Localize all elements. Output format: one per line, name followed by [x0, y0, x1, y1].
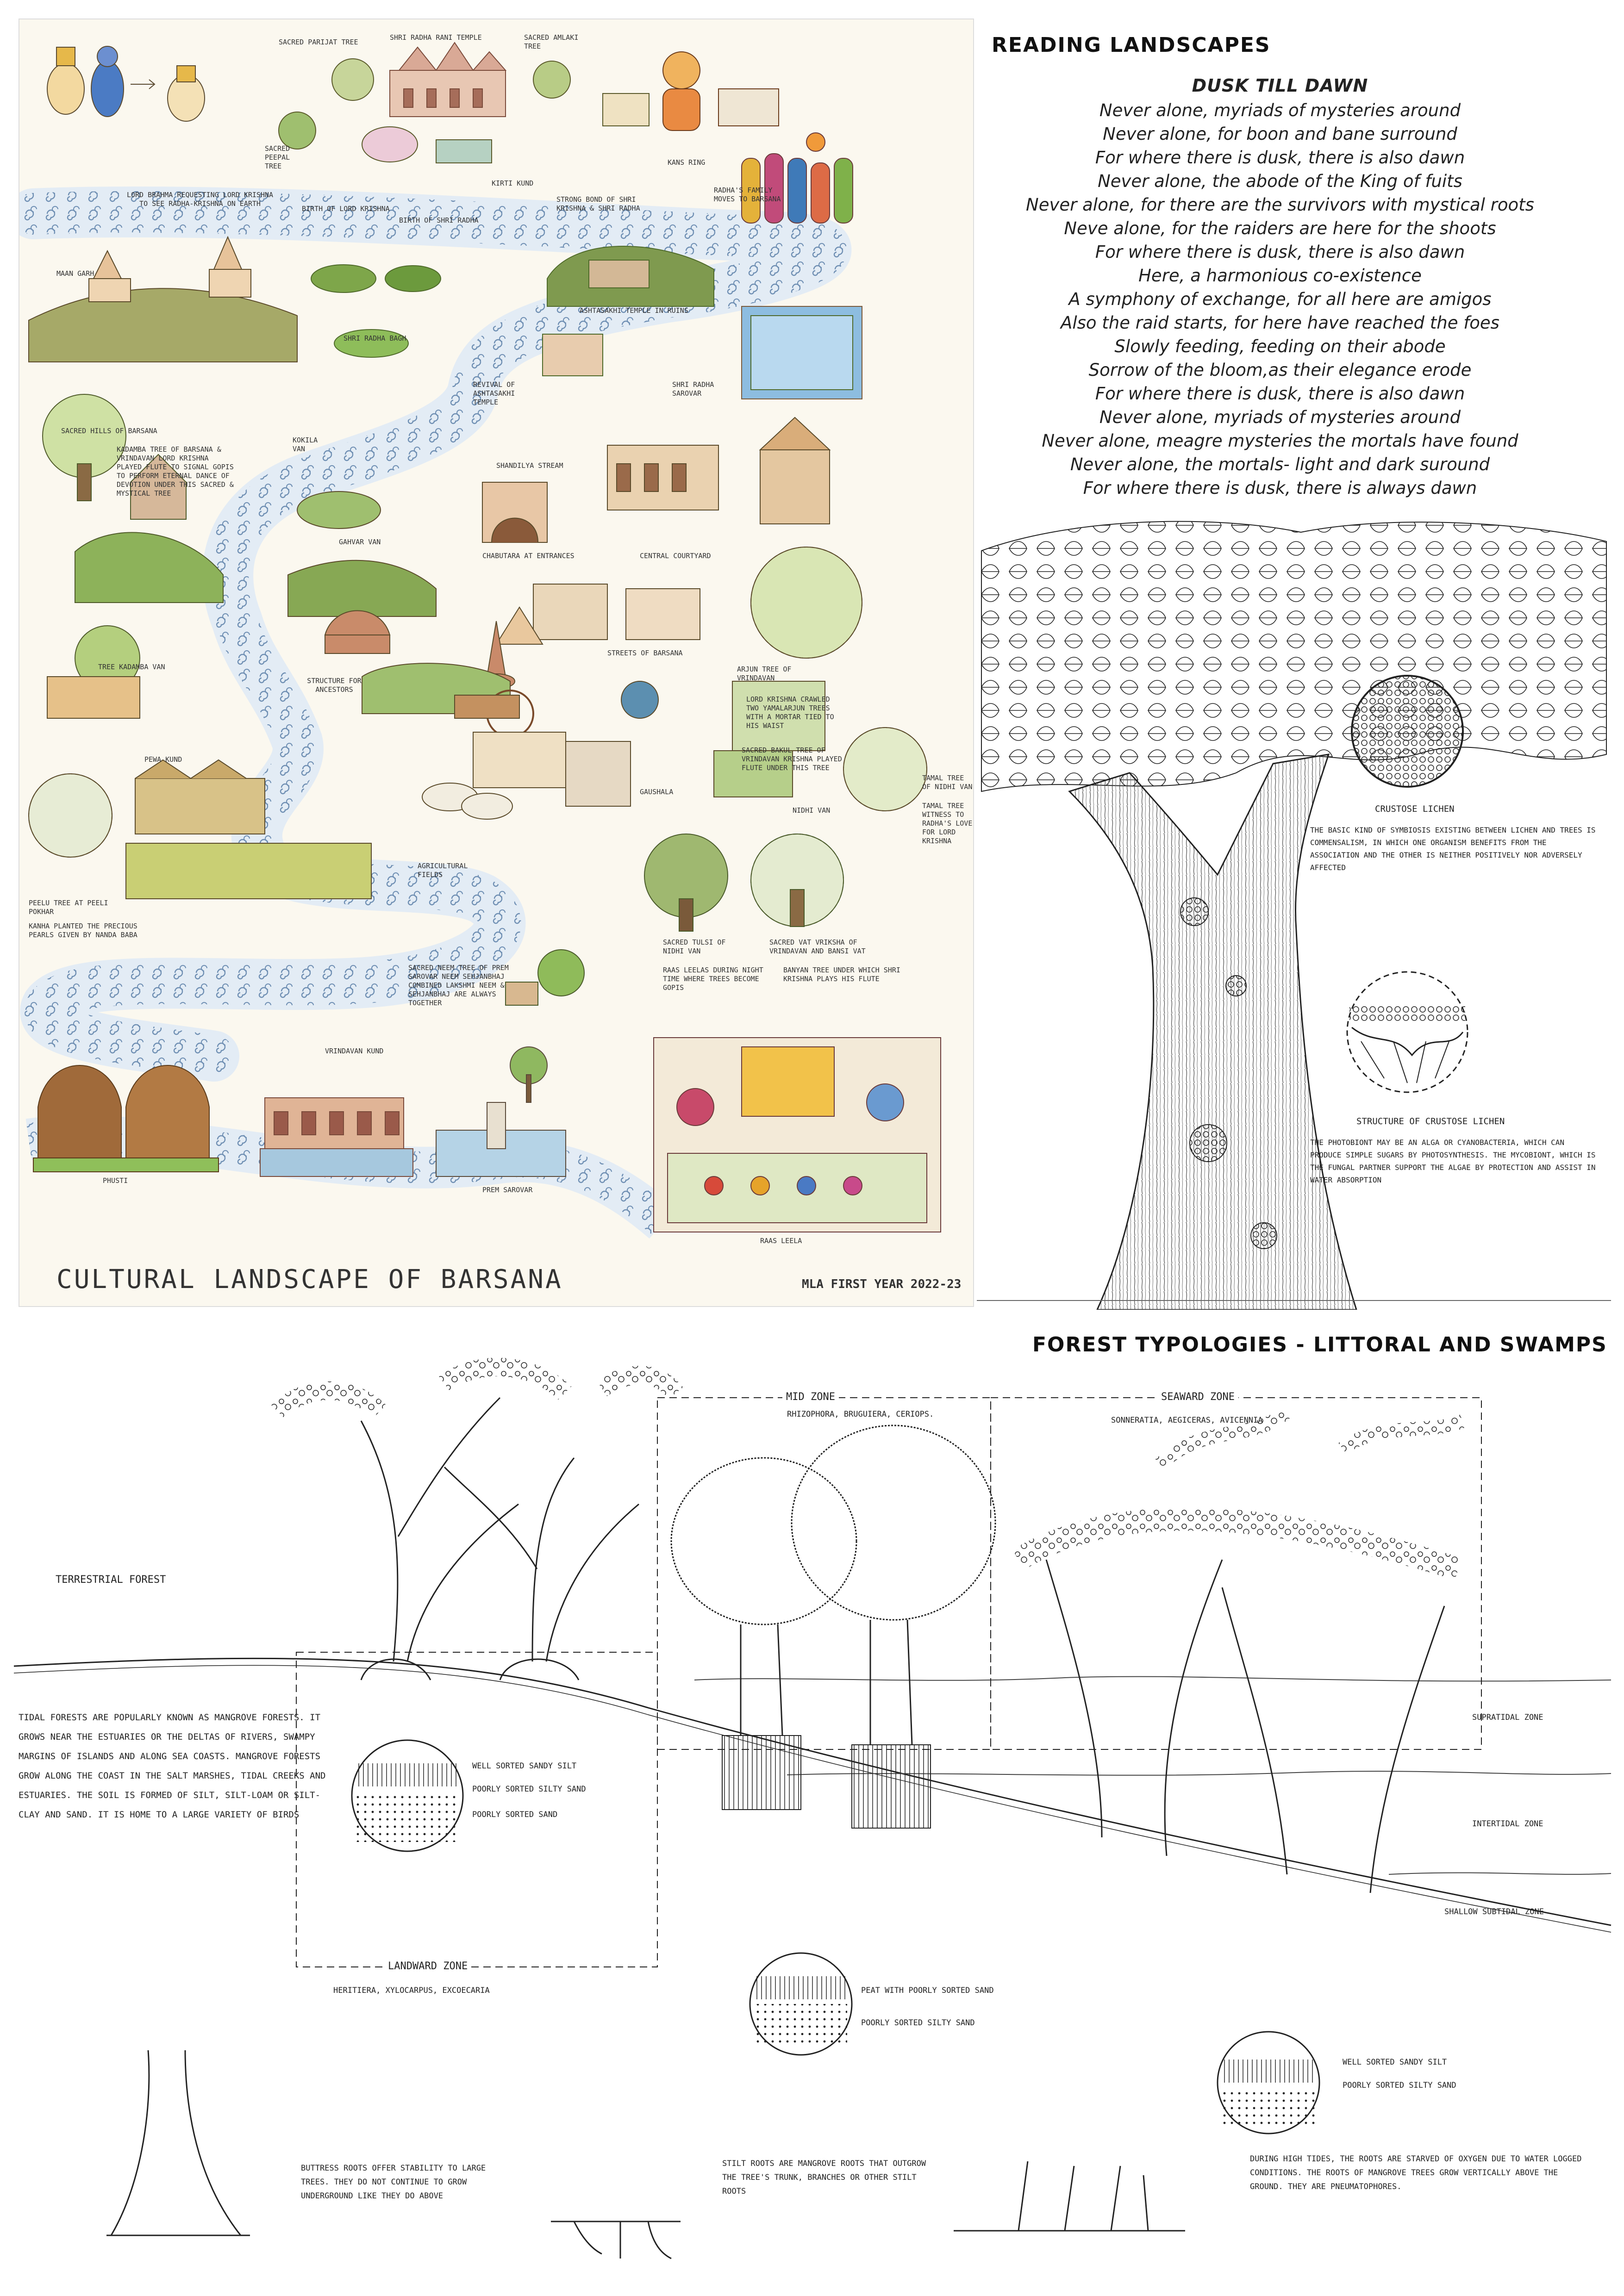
soil-label: POORLY SORTED SILTY SAND: [861, 2018, 975, 2028]
poster-label: SACRED HILLS OF BARSANA: [61, 427, 157, 435]
poster-title: CULTURAL LANDSCAPE OF BARSANA: [56, 1264, 563, 1294]
lichen-title-2: STRUCTURE OF CRUSTOSE LICHEN: [1356, 1116, 1505, 1126]
brahma-figure: [47, 46, 124, 117]
radha-family: [742, 133, 853, 223]
poster-label: GAHVAR VAN: [339, 538, 381, 546]
poster-label: REVIVAL OF ASHTASAKHI TEMPLE: [473, 380, 515, 406]
label-landward-species: HERITIERA, XYLOCARPUS, EXCOECARIA: [333, 1986, 490, 1995]
barsana-poster: [19, 19, 974, 1307]
stilt-roots-note: STILT ROOTS ARE MANGROVE ROOTS THAT OUTGROW THE TREE'S TRUNK, BRANCHES OR OTHER STILT ROOTS: [722, 2159, 926, 2196]
poster-label: SACRED TULSI OF NIDHI VAN: [663, 938, 726, 955]
heading-reading-landscapes: READING LANDSCAPES: [992, 33, 1271, 57]
soil-label: WELL SORTED SANDY SILT: [1343, 2058, 1447, 2067]
label-seaward-species: SONNERATIA, AEGICERAS, AVICENNIA: [1111, 1416, 1263, 1425]
poem-line: Never alone, myriads of mysteries around: [1099, 407, 1461, 427]
label-mid-species: RHIZOPHORA, BRUGUIERA, CERIOPS.: [787, 1410, 934, 1419]
label-mid-zone: MID ZONE: [782, 1391, 839, 1404]
poster-label: KIRTI KUND: [492, 179, 534, 187]
poster-label: SACRED AMLAKI TREE: [524, 33, 579, 50]
poem-block: [972, 74, 1588, 500]
poster-label: SACRED PEEPAL TREE: [265, 144, 290, 170]
label-landward-zone: LANDWARD ZONE: [384, 1960, 471, 1973]
poem-line: Never alone, for there are the survivors with mystical roots: [1026, 195, 1534, 215]
poster-label: SACRED NEEM TREE OF PREM SAROVAR NEEM SEHJANBHAJ COMBINED LAKSHMI NEEM & SEHJANBHAJ ARE ALWAYS TOGETHER: [408, 964, 509, 1007]
lichen-tree-panel: [977, 514, 1611, 1310]
soil-label: WELL SORTED SANDY SILT: [472, 1761, 577, 1771]
poster-label: TREE KADAMBA VAN: [98, 663, 165, 671]
poster-label: BIRTH OF LORD KRISHNA: [302, 205, 390, 213]
poster-label: MAAN GARH: [56, 269, 94, 278]
poster-label: BANYAN TREE UNDER WHICH SHRI KRISHNA PLAYS HIS FLUTE: [783, 966, 900, 983]
poster-label: RAAS LEELAS DURING NIGHT TIME WHERE TREES BECOME GOPIS: [663, 966, 763, 992]
poster-label: SHRI RADHA SAROVAR: [672, 380, 714, 398]
pneumatophores-note: DURING HIGH TIDES, THE ROOTS ARE STARVED OF OXYGEN DUE TO WATER LOGGED CONDITIONS. THE ROOTS OF MANGROVE TREES GROW VERTICALLY ABOVE THE GROUND. THEY ARE PNEUMATOPHORES.: [1250, 2154, 1582, 2191]
radha-rani-temple: [390, 43, 506, 117]
poster-label: KANS RING: [668, 158, 706, 167]
label-seaward-zone: SEAWARD ZONE: [1157, 1391, 1238, 1404]
soil-label: POORLY SORTED SAND: [472, 1810, 558, 1819]
kans-figure: [663, 52, 779, 131]
poem-line: Also the raid starts, for here have reached the foes: [1061, 313, 1499, 333]
maan-garh: [29, 237, 297, 362]
label-supratidal-zone: SUPRATIDAL ZONE: [1472, 1713, 1543, 1722]
poem-line: A symphony of exchange, for all here are amigos: [1068, 289, 1492, 309]
poem-title: DUSK TILL DAWN: [1192, 75, 1368, 96]
poster-label: LORD KRISHNA CRAWLED TWO YAMALARJUN TREES WITH A MORTAR TIED TO HIS WAIST: [746, 695, 834, 730]
soil-label: POORLY SORTED SILTY SAND: [472, 1785, 586, 1794]
poster-label: SACRED VAT VRIKSHA OF VRINDAVAN AND BANSI VAT: [769, 938, 866, 955]
label-intertidal-zone: INTERTIDAL ZONE: [1472, 1819, 1543, 1829]
poster-label: STRONG BOND OF SHRI KRISHNA & SHRI RADHA: [556, 195, 640, 212]
poem-line: Never alone, meagre mysteries the mortals have found: [1042, 431, 1518, 451]
poster-label: SHRI RADHA BAGH: [344, 334, 406, 342]
poster-label: CHABUTARA AT ENTRANCES: [482, 552, 575, 560]
buttress-roots-note: BUTTRESS ROOTS OFFER STABILITY TO LARGE TREES. THEY DO NOT CONTINUE TO GROW UNDERGROUND LIKE THEY DO ABOVE: [301, 2164, 486, 2201]
soil-label: PEAT WITH POORLY SORTED SAND: [861, 1986, 994, 1995]
soil-label: POORLY SORTED SILTY SAND: [1343, 2081, 1456, 2090]
poster-label: BIRTH OF SHRI RADHA: [399, 216, 479, 224]
mangrove-description: TIDAL FORESTS ARE POPULARLY KNOWN AS MANGROVE FORESTS. IT GROWS NEAR THE ESTUARIES OR THE DELTAS OF RIVERS, SWAMPY MARGINS OF ISLANDS AND ALONG SEA COASTS. MANGROVE FORESTS GROW ALONG THE COAST IN THE SALT MARSHES, TIDAL CREEKS AND ESTUARIES. THE SOIL IS FORMED OF SILT, SILT-LOAM OR SILT-CLAY AND SAND. IT IS HOME TO A LARGE VARIETY OF BIRDS: [19, 1712, 326, 1820]
poster-label: STREETS OF BARSANA: [607, 649, 683, 657]
poster-label: AGRICULTURAL FIELDS: [418, 862, 468, 879]
poster-label: KADAMBA TREE OF BARSANA & VRINDAVAN LORD KRISHNA PLAYED FLUTE TO SIGNAL GOPIS TO PERFORM ETERNAL DANCE OF DEVOTION UNDER THIS SACRED & MYSTICAL TREE: [117, 445, 234, 498]
poster-label: TAMAL TREE WITNESS TO RADHA'S LOVE FOR LORD KRISHNA: [922, 802, 973, 845]
poster-label: SACRED PARIJAT TREE: [279, 38, 358, 46]
poster-label: TAMAL TREE OF NIDHI VAN: [922, 774, 973, 791]
poem-line: For where there is dusk, there is always dawn: [1083, 478, 1477, 498]
poem-line: Never alone, for boon and bane surround: [1103, 124, 1457, 144]
heading-forest-typologies: FOREST TYPOLOGIES - LITTORAL AND SWAMPS: [1032, 1333, 1607, 1356]
poem-line: Slowly feeding, feeding on their abode: [1114, 336, 1446, 356]
label-subtidal-zone: SHALLOW SUBTIDAL ZONE: [1444, 1907, 1544, 1916]
poster-label: KOKILA VAN: [293, 436, 318, 453]
raas-leela: [654, 1038, 941, 1232]
poster-label: ARJUN TREE OF VRINDAVAN: [737, 665, 792, 682]
poster-label: LORD BRAHMA REQUESTING LORD KRISHNA TO SEE RADHA-KRISHNA ON EARTH: [126, 191, 274, 208]
poster-label: KANHA PLANTED THE PRECIOUS PEARLS GIVEN BY NANDA BABA: [29, 922, 137, 939]
forest-typologies-section: [0, 1328, 1624, 2296]
poem-line: Here, a harmonious co-existence: [1138, 266, 1422, 286]
poster-label: SHRI RADHA RANI TEMPLE: [390, 33, 482, 42]
poem-line: Never alone, the mortals- light and dark suround: [1070, 454, 1490, 474]
lichen-desc-2: THE PHOTOBIONT MAY BE AN ALGA OR CYANOBACTERIA, WHICH CAN PRODUCE SIMPLE SUGARS BY PHOTOSYNTHESIS. THE MYCOBIONT, WHICH IS THE FUNGAL PARTNER SUPPORT THE ALGAE BY PROTECTION AND ASSIST IN WATER ABSORPTION: [1310, 1138, 1596, 1184]
poster-label: SHANDILYA STREAM: [496, 461, 563, 470]
poster-label: RADHA'S FAMILY MOVES TO BARSANA: [714, 186, 781, 203]
poster-label: ASHTASAKHI TEMPLE IN RUINS: [580, 306, 688, 315]
lichen-title-1: CRUSTOSE LICHEN: [1375, 804, 1455, 814]
poster-label: SACRED BAKUL TREE OF VRINDAVAN KRISHNA PLAYED FLUTE UNDER THIS TREE: [742, 746, 842, 772]
poster-label: PEELU TREE AT PEELI POKHAR: [29, 899, 108, 916]
poster-credit: MLA FIRST YEAR 2022-23: [802, 1277, 962, 1291]
phusti-huts: [33, 1065, 219, 1172]
poem-line: Neve alone, for the raiders are here for the shoots: [1064, 218, 1496, 238]
poster-label: STRUCTURE FOR ANCESTORS: [307, 677, 362, 694]
poem-line: Sorrow of the bloom,as their elegance erode: [1088, 360, 1472, 380]
poem-line: For where there is dusk, there is also dawn: [1095, 148, 1465, 168]
poster-label: PHUSTI: [103, 1176, 128, 1185]
poem-line: Never alone, myriads of mysteries around: [1099, 100, 1461, 120]
poster-label: PREM SAROVAR: [482, 1186, 533, 1194]
poster-label: RAAS LEELA: [760, 1237, 802, 1245]
lichen-tree-drawing: [977, 514, 1611, 1310]
poster-label: GAUSHALA: [640, 788, 674, 796]
poster-label: PEWA KUND: [144, 755, 182, 764]
vrindavan-kund: [260, 1098, 413, 1176]
label-terrestrial-forest: TERRESTRIAL FOREST: [56, 1574, 166, 1586]
prem-sarovar: [436, 1047, 566, 1176]
poster-label: NIDHI VAN: [793, 806, 831, 815]
lichen-desc-1: THE BASIC KIND OF SYMBIOSIS EXISTING BETWEEN LICHEN AND TREES IS COMMENSALISM, IN WHICH ONE ORGANISM BENEFITS FROM THE ASSOCIATION AND THE OTHER IS NEITHER POSITIVELY NOR ADVERSELY AFFECTED: [1310, 826, 1596, 872]
poster-label: CENTRAL COURTYARD: [640, 552, 711, 560]
poster-label: VRINDAVAN KUND: [325, 1047, 384, 1055]
poem-line: For where there is dusk, there is also dawn: [1095, 384, 1465, 404]
poem-line: Never alone, the abode of the King of fuits: [1098, 171, 1462, 191]
poem-line: For where there is dusk, there is also dawn: [1095, 242, 1465, 262]
